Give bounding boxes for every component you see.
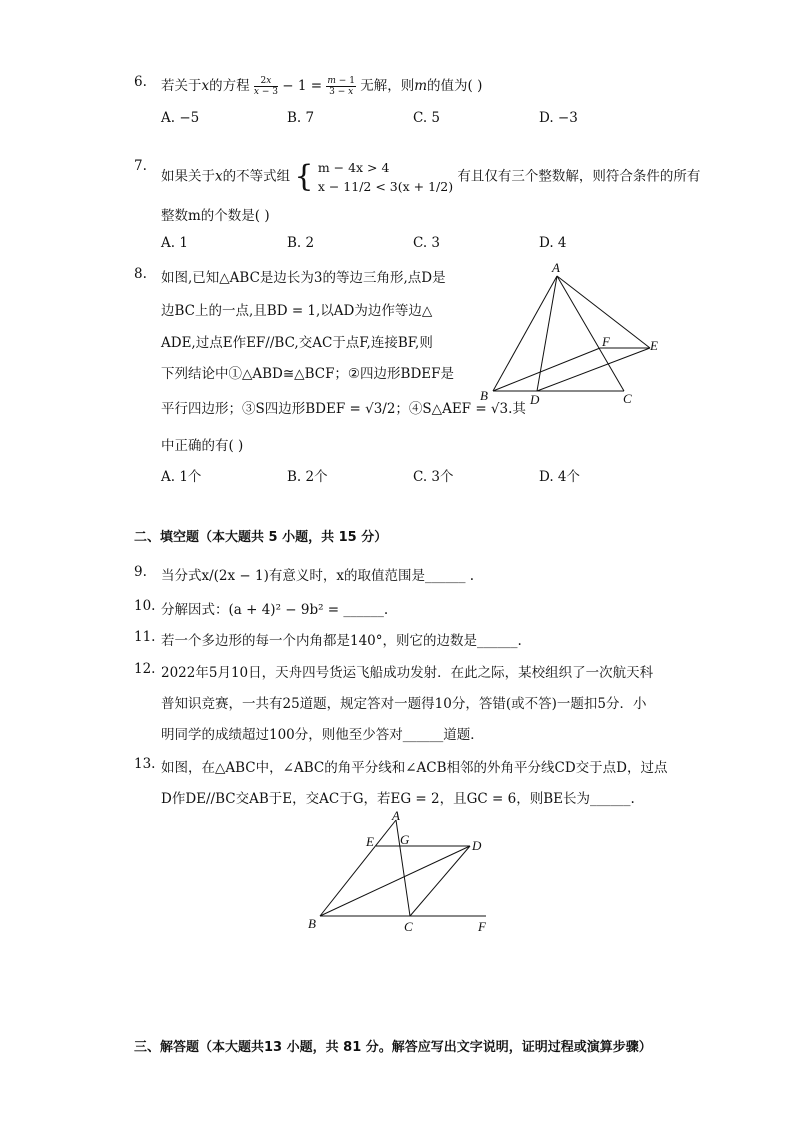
q7-number: 7. — [134, 158, 147, 174]
q7-brace: { — [294, 159, 314, 194]
q8-line-3: ADE,过点E作EF//BC,交AC于点F,连接BF,则 — [161, 335, 433, 351]
q13-edge-cd — [410, 846, 470, 916]
q13-label-d: D — [472, 838, 482, 853]
q8-option-d: D. 4个 — [539, 469, 581, 485]
q13-edge-bd — [320, 846, 470, 916]
q7-stem-line2: 整数m的个数是( ) — [161, 208, 270, 224]
q9-stem: 当分式x/(2x − 1)有意义时，x的取值范围是______ . — [161, 568, 475, 584]
q12-line-1: 2022年5月10日，天舟四号货运飞船成功发射．在此之际，某校组织了一次航天科 — [161, 665, 654, 681]
q7-option-b: B. 2 — [287, 235, 315, 251]
q13-figure — [300, 808, 500, 938]
q8-label-d: D — [530, 392, 540, 407]
q7-stem: 如果关于x的不等式组 { m − 4x > 4 x − 11/2 < 3(x + 1/2) 有且仅有三个整数解，则符合条件的所有 — [161, 159, 701, 194]
q13-edge-ab — [320, 820, 396, 916]
q13-number: 13. — [134, 756, 156, 772]
q8-figure — [470, 258, 670, 408]
q8-label-e: E — [650, 338, 658, 353]
q6-option-a: A. −5 — [161, 110, 200, 126]
q8-edge-bf — [493, 348, 600, 391]
q6-stem: 若关于x的方程 $\frac{2x}{x - 3}$ − 1 = $\frac{m - 1}{3 - x}$ 无解，则m的值为( ) — [161, 76, 483, 97]
q8-line-1: 如图,已知△ABC是边长为3的等边三角形,点D是 — [161, 270, 446, 286]
q8-line-4: 下列结论中①△ABD≅△BCF；②四边形BDEF是 — [161, 366, 455, 382]
q8-label-b: B — [480, 388, 488, 403]
q10-stem: 分解因式：(a + 4)² − 9b² = ______. — [161, 602, 389, 618]
q12-line-3: 明同学的成绩超过100分，则他至少答对______道题． — [161, 727, 484, 743]
q12-line-2: 普知识竞赛，一共有25道题，规定答对一题得10分，答错(或不答)一题扣5分．小 — [161, 696, 647, 712]
q13-label-b: B — [308, 916, 316, 931]
q13-line-2: D作DE//BC交AB于E，交AC于G，若EG = 2，且GC = 6，则BE长为______. — [161, 791, 635, 807]
q7-option-d: D. 4 — [539, 235, 567, 251]
q6-option-b: B. 7 — [287, 110, 315, 126]
q7-text-after: 有且仅有三个整数解，则符合条件的所有 — [457, 168, 701, 185]
section-2-heading: 二、填空题（本大题共 5 小题，共 15 分） — [134, 530, 388, 545]
q8-option-a: A. 1个 — [161, 469, 202, 485]
q13-label-a: A — [392, 808, 400, 823]
q13-line-1: 如图，在△ABC中，∠ABC的角平分线和∠ACB相邻的外角平分线CD交于点D，过点 — [161, 760, 668, 776]
q8-number: 8. — [134, 266, 147, 282]
q11-stem: 若一个多边形的每一个内角都是140°，则它的边数是______. — [161, 633, 522, 649]
q8-option-c: C. 3个 — [413, 469, 454, 485]
q7-system-line2: x − 11/2 < 3(x + 1/2) — [317, 179, 454, 194]
q12-number: 12. — [134, 661, 156, 677]
section-3-heading: 三、解答题（本大题共13 小题，共 81 分。解答应写出文字说明，证明过程或演算步骤） — [134, 1040, 652, 1055]
q6-option-c: C. 5 — [413, 110, 441, 126]
q13-label-g: G — [400, 832, 410, 847]
q6-number: 6. — [134, 74, 147, 90]
q8-line-6: 中正确的有( ) — [161, 438, 244, 454]
q8-line-2: 边BC上的一点,且BD = 1,以AD为边作等边△ — [161, 303, 433, 319]
q7-system-line1: m − 4x > 4 — [317, 160, 390, 175]
q7-option-a: A. 1 — [161, 235, 188, 251]
q9-number: 9. — [134, 564, 147, 580]
q10-number: 10. — [134, 598, 156, 614]
q8-line-5: 平行四边形；③S四边形BDEF = √3/2；④S△AEF = √3.其 — [161, 401, 526, 417]
q8-edge-ac — [557, 276, 624, 391]
q13-label-e: E — [366, 834, 374, 849]
q8-option-b: B. 2个 — [287, 469, 328, 485]
q13-label-f: F — [478, 919, 486, 934]
q13-label-c: C — [404, 919, 413, 934]
q7-option-c: C. 3 — [413, 235, 441, 251]
q8-label-a: A — [552, 260, 560, 275]
q6-option-d: D. −3 — [539, 110, 578, 126]
q8-label-f: F — [602, 334, 610, 349]
q11-number: 11. — [134, 629, 156, 645]
q8-label-c: C — [623, 391, 632, 406]
q8-edge-de — [537, 348, 650, 391]
